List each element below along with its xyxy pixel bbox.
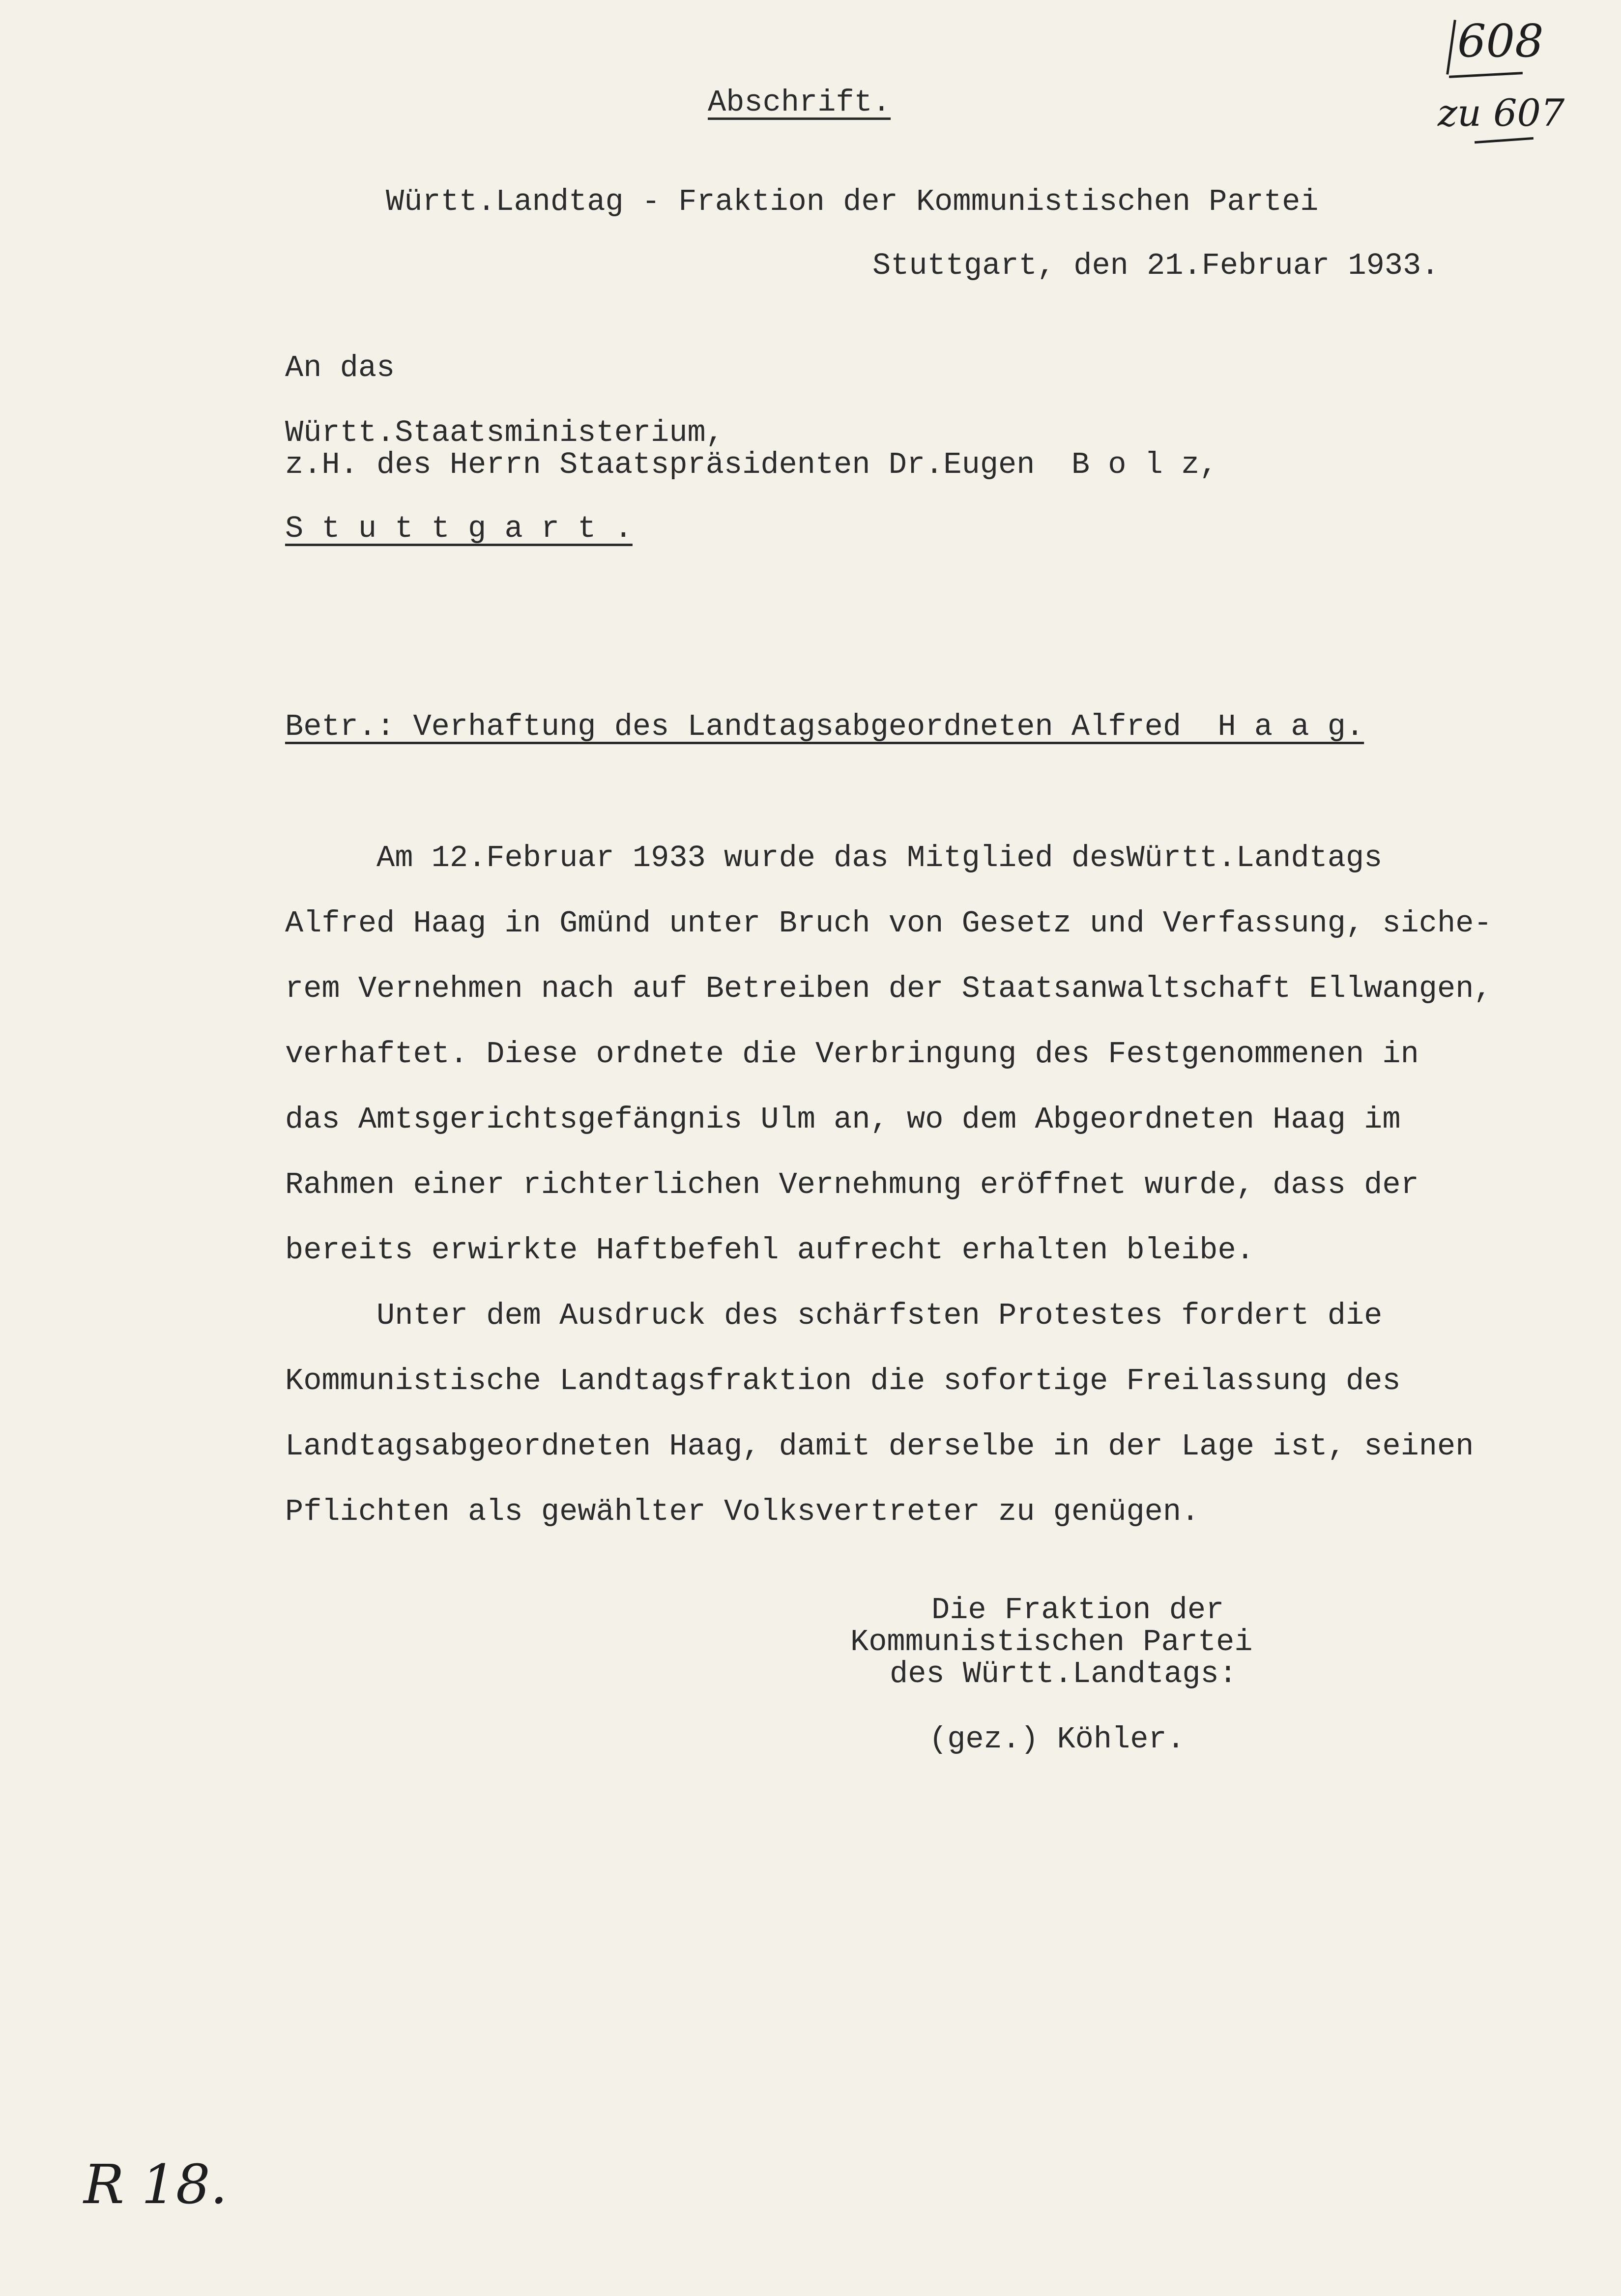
archive-number-bracket [1446,20,1456,75]
archive-reference-rule [1475,137,1534,144]
archive-reference: zu 607 [1438,91,1565,135]
recipient-city: S t u t t g a r t . [285,511,633,546]
paragraph-2-line-2: Kommunistische Landtagsfraktion die sofortige Freilassung des [285,1364,1401,1398]
sender-line: Württ.Landtag - Fraktion der Kommunistischen Partei [386,184,1319,219]
paragraph-2-line-4: Pflichten als gewählter Volksvertreter zu genügen. [285,1494,1200,1529]
recipient-line-2: Württ.Staatsministerium, [285,415,724,450]
paragraph-2-line-3: Landtagsabgeordneten Haag, damit derselbe in der Lage ist, seinen [285,1429,1474,1464]
recipient-line-3: z.H. des Herrn Staatspräsidenten Dr.Eugen B o l z, [285,447,1218,482]
paragraph-1-line-4: verhaftet. Diese ordnete die Verbringung des Festgenommenen in [285,1037,1419,1072]
archive-mark: R 18. [84,2153,228,2216]
signature-name: (gez.) Köhler. [929,1722,1185,1757]
paragraph-1-line-5: das Amtsgerichtsgefängnis Ulm an, wo dem Abgeordneten Haag im [285,1102,1401,1137]
paragraph-1-line-2: Alfred Haag in Gmünd unter Bruch von Gesetz und Verfassung, siche- [285,906,1492,941]
document-heading: Abschrift. [708,85,891,120]
place-date: Stuttgart, den 21.Februar 1933. [872,248,1440,283]
paragraph-1-line-3: rem Vernehmen nach auf Betreiben der Staatsanwaltschaft Ellwangen, [285,971,1492,1006]
signature-line-1: Die Fraktion der [931,1593,1224,1628]
signature-line-3: des Württ.Landtags: [890,1657,1237,1691]
paragraph-2-line-1: Unter dem Ausdruck des schärfsten Protestes fordert die [285,1298,1383,1333]
archive-number-rule [1449,72,1523,78]
subject-line: Betr.: Verhaftung des Landtagsabgeordneten Alfred H a a g. [285,709,1364,744]
paragraph-1-line-1: Am 12.Februar 1933 wurde das Mitglied desWürtt.Landtags [285,841,1383,875]
archive-number: 608 [1457,15,1544,67]
paragraph-1-line-6: Rahmen einer richterlichen Vernehmung eröffnet wurde, dass der [285,1167,1419,1202]
paragraph-1-line-7: bereits erwirkte Haftbefehl aufrecht erhalten bleibe. [285,1233,1254,1268]
signature-line-2: Kommunistischen Partei [850,1625,1253,1659]
recipient-line-1: An das [285,350,395,385]
